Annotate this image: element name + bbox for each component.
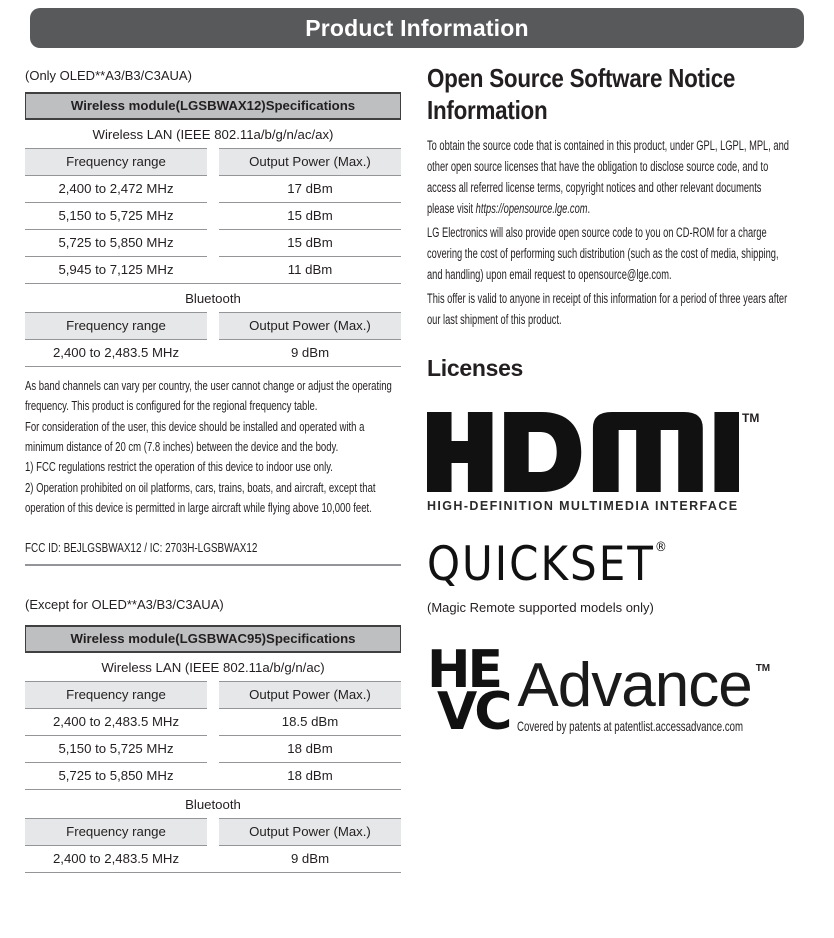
frequency-cell: 5,725 to 5,850 MHz (25, 230, 207, 257)
page-title: Product Information (305, 14, 529, 41)
power-cell: 17 dBm (219, 176, 401, 203)
power-cell: 18.5 dBm (219, 709, 401, 736)
hevc-mark-bottom: VC (437, 682, 510, 743)
col-header-frequency-range: Frequency range (25, 681, 207, 709)
table-row (25, 203, 401, 230)
licenses-heading: Licenses (427, 354, 524, 381)
hdmi-logo-row (427, 412, 790, 492)
hdmi-license-block (427, 412, 790, 513)
hevc-wordmark-row (517, 651, 790, 721)
col-header-output-power: Output Power (Max.) (219, 312, 401, 340)
table-row (25, 340, 401, 367)
frequency-cell: 2,400 to 2,472 MHz (25, 176, 207, 203)
oss-text-before: To obtain the source code that is contained in this product, under GPL, LGPL, MPL, and other open source licenses that have the obligation to disclose source code, and to access all referred license terms, copyright notices and other relevant documents please visit (427, 138, 789, 217)
quickset-license-block (427, 536, 790, 615)
table-row (25, 709, 401, 736)
frequency-cell: 5,150 to 5,725 MHz (25, 736, 207, 763)
right-column (427, 48, 790, 873)
paragraph-cdrom: LG Electronics will also provide open source code to you on CD-ROM for a charge covering the cost of performing such distribution (such as the cost of media, shipping, and handling) upon email request to opensource@lge.com. (427, 225, 779, 282)
col-header-output-power: Output Power (Max.) (219, 148, 401, 176)
open-source-heading: Open Source Software Notice Information (427, 63, 736, 126)
opensource-url[interactable]: https://opensource.lge.com (475, 201, 588, 217)
power-cell: 15 dBm (219, 230, 401, 257)
fcc-id-line: FCC ID: BEJLGSBWAX12 / IC: 2703H-LGSBWAX12 (25, 540, 258, 556)
table-header-row (25, 818, 401, 846)
quickset-registered-mark: ® (654, 538, 667, 555)
quickset-text: QUICKSET (427, 536, 655, 592)
table-header-row (25, 681, 401, 709)
wireless-spec-table-lgsbwax12 (25, 92, 401, 367)
quickset-logo (427, 536, 790, 592)
paragraph-offer-valid: This offer is valid to anyone in receipt of this information for a period of three years after our last shipment of this product. (427, 290, 788, 327)
hevc-advance-license-block (427, 639, 790, 743)
regulatory-paragraphs (25, 376, 401, 518)
section-divider (25, 564, 401, 566)
table-title: Wireless module(LGSBWAX12)Specifications (25, 92, 401, 120)
paragraph-band-channels: As band channels can vary per country, the user cannot change or adjust the operating frequency. This product is configured for the regional frequency table. (25, 379, 392, 414)
left-column (25, 48, 401, 873)
wireless-lan-caption: Wireless LAN (IEEE 802.11a/b/g/n/ac/ax) (92, 127, 334, 142)
page-content (0, 48, 834, 873)
table-row (25, 176, 401, 203)
table-header-row (25, 148, 401, 176)
wireless-spec-table-lgsbwac95 (25, 625, 401, 873)
power-cell: 18 dBm (287, 768, 333, 784)
hevc-advance-wordmark: Advance (517, 651, 752, 721)
hevc-wordmark-group (517, 651, 790, 735)
table-row (25, 736, 401, 763)
quickset-caption: (Magic Remote supported models only) (427, 599, 654, 615)
paragraph-operation-prohibited: 2) Operation prohibited on oil platforms, cars, trains, boats, and aircraft, except that operation of this device is permitted in large aircraft while flying above 10,000 feet. (25, 480, 376, 515)
open-source-paragraphs (427, 136, 790, 330)
table-title: Wireless module(LGSBWAC95)Specifications (25, 625, 401, 653)
power-cell: 9 dBm (290, 345, 330, 360)
hevc-mark-top: HE (427, 639, 501, 700)
hevc-tm-mark: TM (755, 663, 771, 675)
model-note-only: (Only OLED**A3/B3/C3AUA) (25, 68, 192, 83)
power-cell: 11 dBm (287, 262, 333, 277)
hdmi-tm-mark: TM (742, 410, 760, 425)
paragraph-min-distance: For consideration of the user, this device should be installed and operated with a minimum distance of 20 cm (7.8 inches) between the device and the body. (25, 419, 365, 454)
table-row (25, 846, 401, 873)
frequency-cell: 5,150 to 5,725 MHz (25, 203, 207, 230)
col-header-output-power: Output Power (Max.) (219, 681, 401, 709)
hdmi-caption: HIGH-DEFINITION MULTIMEDIA INTERFACE (427, 498, 739, 513)
hdmi-logo-icon (427, 412, 739, 492)
table-row (25, 763, 401, 790)
page-title-banner (30, 8, 804, 48)
col-header-output-power: Output Power (Max.) (219, 818, 401, 846)
power-cell: 15 dBm (219, 203, 401, 230)
frequency-cell: 2,400 to 2,483.5 MHz (25, 709, 207, 736)
table-row (25, 257, 401, 284)
wireless-lan-caption: Wireless LAN (IEEE 802.11a/b/g/n/ac) (101, 660, 325, 676)
quickset-wordmark (427, 536, 667, 592)
frequency-cell: 2,400 to 2,483.5 MHz (52, 851, 180, 867)
bluetooth-caption: Bluetooth (185, 797, 241, 813)
hevc-mark-icon (427, 639, 510, 743)
col-header-frequency-range: Frequency range (25, 312, 207, 340)
col-header-frequency-range: Frequency range (25, 148, 207, 176)
table-header-row (25, 312, 401, 340)
hevc-logo-row (427, 639, 790, 743)
paragraph-fcc-indoor: 1) FCC regulations restrict the operation of this device to indoor use only. (25, 460, 333, 475)
oss-text-after: . (587, 201, 591, 217)
model-note-except: (Except for OLED**A3/B3/C3AUA) (25, 597, 224, 613)
frequency-cell: 5,945 to 7,125 MHz (58, 262, 174, 277)
bluetooth-caption: Bluetooth (185, 291, 241, 306)
frequency-cell: 2,400 to 2,483.5 MHz (52, 345, 180, 360)
col-header-frequency-range: Frequency range (25, 818, 207, 846)
paragraph-source-code (427, 136, 790, 220)
hevc-caption: Covered by patents at patentlist.accessadvance.com (517, 718, 744, 735)
power-cell: 18 dBm (219, 736, 401, 763)
power-cell: 9 dBm (290, 851, 330, 867)
table-row (25, 230, 401, 257)
frequency-cell: 5,725 to 5,850 MHz (58, 768, 174, 784)
